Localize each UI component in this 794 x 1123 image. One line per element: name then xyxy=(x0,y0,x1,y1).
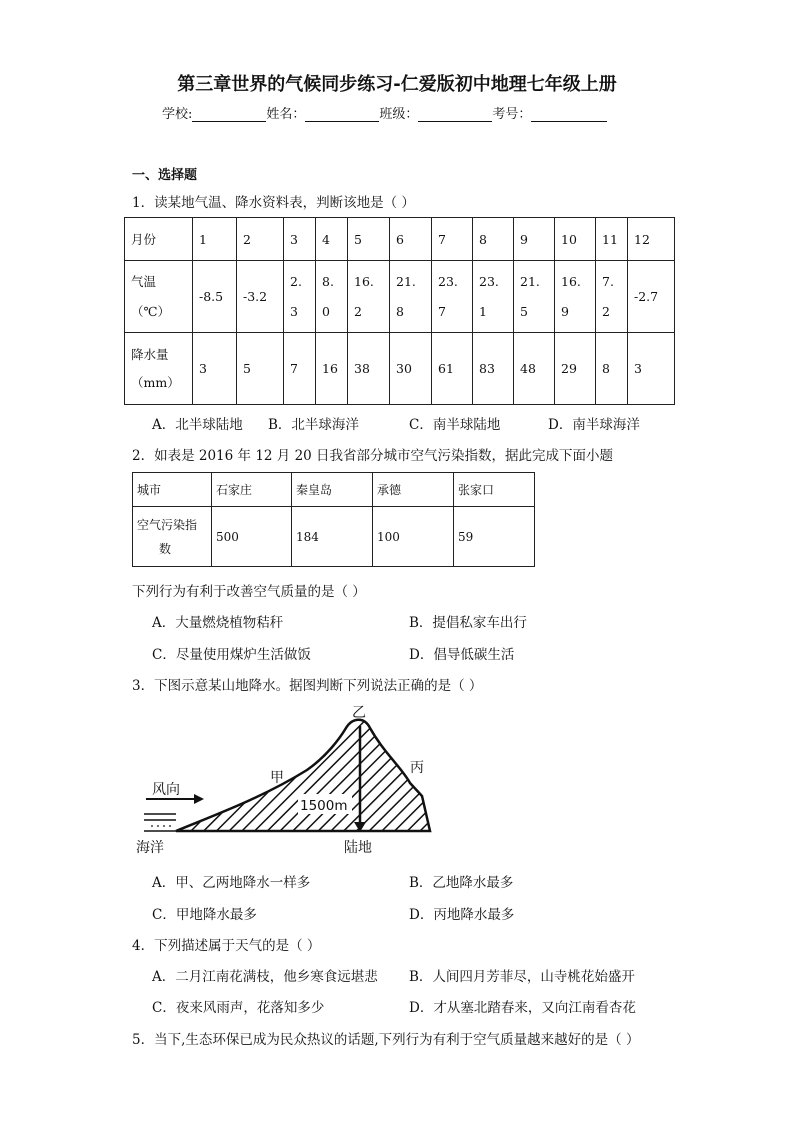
exam-no-blank[interactable] xyxy=(531,107,607,122)
ocean-label: 海洋 xyxy=(136,840,164,856)
exam-no-label: 考号： xyxy=(492,107,532,122)
table-cell: 3 xyxy=(284,218,316,261)
table-cell: 4 xyxy=(316,218,348,261)
wind-label: 风向 xyxy=(152,782,180,798)
q3-option-b[interactable]: B．乙地降水最多 xyxy=(409,875,514,891)
table-cell: 16 xyxy=(316,333,348,405)
table-cell: -3.2 xyxy=(237,261,284,333)
table-cell xyxy=(514,261,555,333)
cell-line: 3 xyxy=(290,303,298,319)
table-cell xyxy=(348,261,390,333)
table-cell: 500 xyxy=(212,507,292,567)
jia-label: 甲 xyxy=(270,770,284,786)
q4-stem: 4．下列描述属于天气的是（ ） xyxy=(132,938,321,954)
table-cell: 10 xyxy=(555,218,596,261)
mountain-shape xyxy=(176,720,430,831)
cell-line: 2 xyxy=(354,303,362,319)
table-cell: 8 xyxy=(596,333,628,405)
cell-line: 5 xyxy=(520,303,528,319)
table-cell: -8.5 xyxy=(193,261,237,333)
table-cell: 12 xyxy=(628,218,675,261)
table-cell: 5 xyxy=(237,333,284,405)
table-cell: 秦皇岛 xyxy=(292,473,373,507)
table-row xyxy=(133,507,535,567)
q1-stem: 1．读某地气温、降水资料表，判断该地是（ ） xyxy=(132,195,415,211)
table-row xyxy=(133,473,535,507)
cell-line: 7 xyxy=(438,303,446,319)
cell-line: 8. xyxy=(322,273,334,289)
table-cell: 张家口 xyxy=(454,473,535,507)
school-blank[interactable] xyxy=(192,107,266,122)
cell-line: 21. xyxy=(396,273,416,289)
table-cell: 30 xyxy=(390,333,432,405)
table-cell: 7 xyxy=(284,333,316,405)
q4-option-b[interactable]: B．人间四月芳菲尽，山寺桃花始盛开 xyxy=(409,969,635,985)
table-cell xyxy=(596,261,628,333)
cell-line: 数 xyxy=(159,541,172,556)
precip-label: 降水量 xyxy=(131,346,169,362)
q3-stem: 3．下图示意某山地降水。据图判断下列说法正确的是（ ） xyxy=(132,678,483,694)
table-row xyxy=(125,333,675,405)
school-label: 学校: xyxy=(162,107,193,122)
table-cell: -2.7 xyxy=(628,261,675,333)
q1-option-d[interactable]: D．南半球海洋 xyxy=(548,417,640,433)
cell-line: 0 xyxy=(322,303,330,319)
temp-label: 气温 xyxy=(131,273,157,289)
table-cell xyxy=(316,261,348,333)
cell-line: 21. xyxy=(520,273,540,289)
cell-line: 2 xyxy=(602,303,610,319)
q1-option-a[interactable]: A．北半球陆地 xyxy=(152,417,243,433)
cell-line: 23. xyxy=(479,273,499,289)
class-blank[interactable] xyxy=(418,107,492,122)
table-cell: 8 xyxy=(473,218,514,261)
table-cell: 38 xyxy=(348,333,390,405)
q3-option-d[interactable]: D．丙地降水最多 xyxy=(409,907,515,923)
name-label: 姓名： xyxy=(266,107,306,122)
table-cell: 61 xyxy=(432,333,473,405)
cell-line: 23. xyxy=(438,273,458,289)
cell-line: 空气污染指 xyxy=(137,517,198,532)
pollution-table xyxy=(132,472,535,567)
table-cell: 5 xyxy=(348,218,390,261)
q1-option-b[interactable]: B．北半球海洋 xyxy=(268,417,359,433)
cell-line: 16. xyxy=(561,273,581,289)
table-cell: 48 xyxy=(514,333,555,405)
student-info-line xyxy=(162,103,607,122)
table-cell xyxy=(133,507,212,567)
ocean-strip xyxy=(144,814,176,831)
table-row xyxy=(125,261,675,333)
q4-option-c[interactable]: C．夜来风雨声，花落知多少 xyxy=(152,1000,325,1016)
q2-option-b[interactable]: B．提倡私家车出行 xyxy=(409,615,527,631)
table-row xyxy=(125,218,675,261)
cell-line: 9 xyxy=(561,303,569,319)
cell-line: 1 xyxy=(479,303,487,319)
table-cell: 9 xyxy=(514,218,555,261)
q4-option-d[interactable]: D．才从塞北踏春来，又向江南看杏花 xyxy=(409,1000,636,1016)
mountain-precipitation-figure xyxy=(132,698,442,863)
table-cell xyxy=(284,261,316,333)
cell-line: 7. xyxy=(602,273,614,289)
table-cell xyxy=(555,261,596,333)
temp-unit: （℃） xyxy=(131,303,170,319)
q1-option-c[interactable]: C．南半球陆地 xyxy=(409,417,501,433)
table-cell: 100 xyxy=(373,507,454,567)
cell-line: 2. xyxy=(290,273,302,289)
table-cell: 1 xyxy=(193,218,237,261)
table-cell: 2 xyxy=(237,218,284,261)
class-label: 班级： xyxy=(379,107,419,122)
name-blank[interactable] xyxy=(305,107,379,122)
table-cell: 3 xyxy=(628,333,675,405)
table-cell: 6 xyxy=(390,218,432,261)
cell-line: 8 xyxy=(396,303,404,319)
table-cell xyxy=(125,333,193,405)
q2-stem: 2．如表是 2016 年 12 月 20 日我省部分城市空气污染指数，据此完成下面小题 xyxy=(132,448,614,464)
section-title: 一、选择题 xyxy=(132,168,198,183)
table-cell: 184 xyxy=(292,507,373,567)
table-cell: 7 xyxy=(432,218,473,261)
q2-sub-stem: 下列行为有利于改善空气质量的是（ ） xyxy=(132,584,366,600)
q3-option-a[interactable]: A．甲、乙两地降水一样多 xyxy=(152,875,311,891)
climate-table xyxy=(124,217,675,405)
precip-unit: （mm） xyxy=(131,374,180,390)
document-title: 第三章世界的气候同步练习-仁爱版初中地理七年级上册 xyxy=(177,74,617,95)
table-cell: 59 xyxy=(454,507,535,567)
table-cell: 城市 xyxy=(133,473,212,507)
table-cell xyxy=(432,261,473,333)
q4-option-a[interactable]: A．二月江南花满枝，他乡寒食远堪悲 xyxy=(152,969,378,985)
table-cell xyxy=(473,261,514,333)
table-cell xyxy=(390,261,432,333)
table-cell: 11 xyxy=(596,218,628,261)
q2-option-c[interactable]: C．尽量使用煤炉生活做饭 xyxy=(152,647,311,663)
table-cell: 29 xyxy=(555,333,596,405)
q2-option-a[interactable]: A．大量燃烧植物秸秆 xyxy=(152,615,284,631)
table-cell: 3 xyxy=(193,333,237,405)
table-cell: 承德 xyxy=(373,473,454,507)
q5-stem: 5．当下,生态环保已成为民众热议的话题,下列行为有利于空气质量越来越好的是（ ） xyxy=(132,1032,640,1048)
land-label: 陆地 xyxy=(344,840,372,856)
q3-option-c[interactable]: C．甲地降水最多 xyxy=(152,907,257,923)
table-cell: 83 xyxy=(473,333,514,405)
height-label: 1500m xyxy=(300,798,348,814)
yi-label: 乙 xyxy=(352,705,366,721)
table-cell: 月份 xyxy=(125,218,193,261)
table-cell: 石家庄 xyxy=(212,473,292,507)
bing-label: 丙 xyxy=(410,760,424,776)
cell-line: 16. xyxy=(354,273,374,289)
table-cell xyxy=(125,261,193,333)
q2-option-d[interactable]: D．倡导低碳生活 xyxy=(409,647,515,663)
